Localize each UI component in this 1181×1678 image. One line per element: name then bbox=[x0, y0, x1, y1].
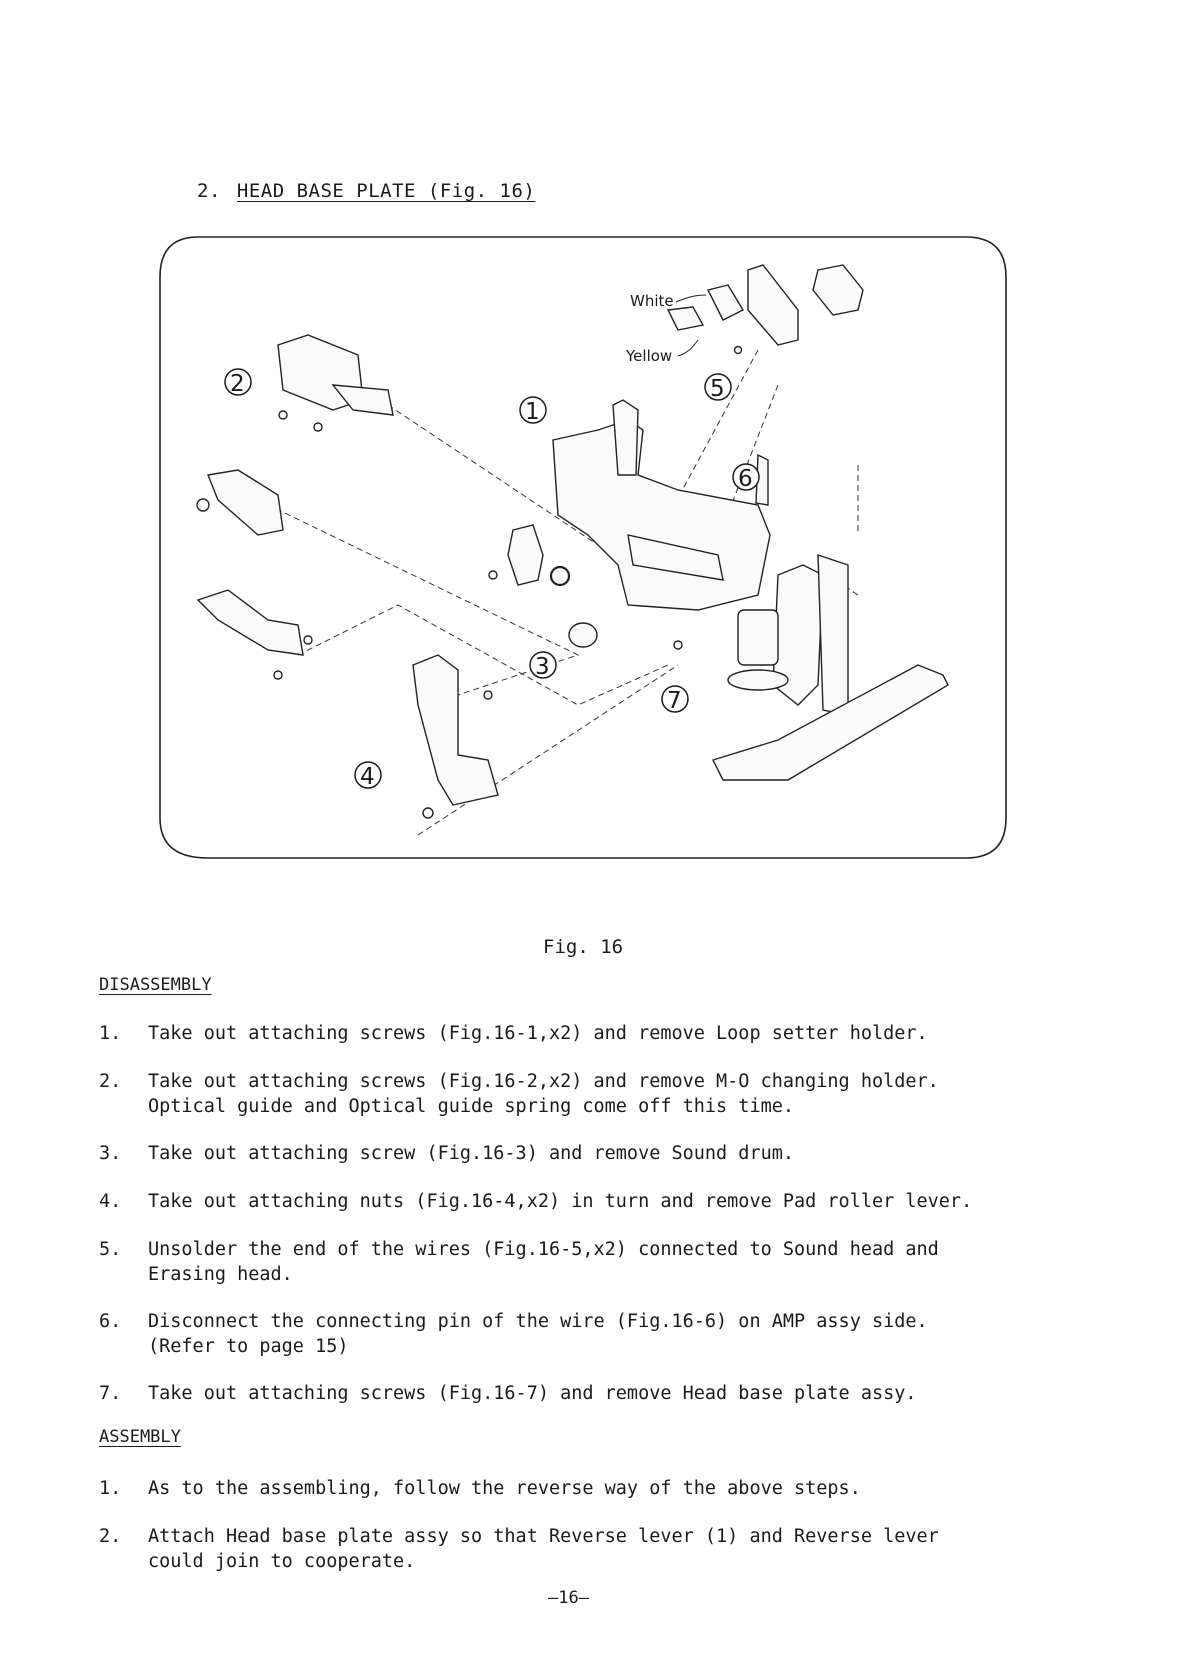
step-text: Attach Head base plate assy so that Reverse lever (1) and Reverse lever could join to cooperate. bbox=[148, 1526, 939, 1572]
section-heading: HEAD BASE PLATE (Fig. 16) bbox=[236, 180, 536, 202]
step-number: 4. bbox=[99, 1191, 122, 1212]
step-number: 5. bbox=[99, 1239, 122, 1260]
step-number: 1. bbox=[99, 1023, 122, 1044]
step-text: Unsolder the end of the wires (Fig.16-5,x2) connected to Sound head and Erasing head. bbox=[148, 1239, 939, 1285]
callout-7: 7 bbox=[667, 688, 682, 714]
callout-5: 5 bbox=[710, 376, 725, 402]
step-text: Disconnect the connecting pin of the wire (Fig.16-6) on AMP assy side. (Refer to page 15) bbox=[148, 1311, 928, 1357]
section-number: 2. bbox=[197, 180, 221, 202]
disassembly-step-1 bbox=[99, 1021, 1099, 1046]
callout-1: 1 bbox=[525, 399, 540, 425]
step-text: Take out attaching screws (Fig.16-1,x2) and remove Loop setter holder. bbox=[148, 1023, 928, 1044]
exploded-diagram bbox=[158, 235, 1008, 920]
disassembly-step-4 bbox=[99, 1189, 1099, 1214]
callout-2: 2 bbox=[230, 371, 245, 397]
wire-label-white: White bbox=[630, 292, 674, 310]
step-number: 3. bbox=[99, 1143, 122, 1164]
step-number: 1. bbox=[99, 1478, 122, 1499]
disassembly-step-5 bbox=[99, 1237, 1099, 1287]
section-title bbox=[197, 180, 535, 202]
step-number: 2. bbox=[99, 1071, 122, 1092]
assembly-step-2 bbox=[99, 1524, 1099, 1574]
step-text: Take out attaching screw (Fig.16-3) and remove Sound drum. bbox=[148, 1143, 795, 1164]
disassembly-step-3 bbox=[99, 1141, 1099, 1166]
step-text: Take out attaching screws (Fig.16-7) and remove Head base plate assy. bbox=[148, 1383, 917, 1404]
callout-6: 6 bbox=[738, 466, 753, 492]
assembly-step-1 bbox=[99, 1476, 1099, 1501]
page-number: —16— bbox=[548, 1588, 589, 1608]
step-text: Take out attaching nuts (Fig.16-4,x2) in turn and remove Pad roller lever. bbox=[148, 1191, 973, 1212]
disassembly-heading: DISASSEMBLY bbox=[99, 975, 212, 995]
step-number: 7. bbox=[99, 1383, 122, 1404]
disassembly-step-7 bbox=[99, 1381, 1099, 1406]
step-text: As to the assembling, follow the reverse way of the above steps. bbox=[148, 1478, 861, 1499]
step-number: 2. bbox=[99, 1526, 122, 1547]
disassembly-step-2 bbox=[99, 1069, 1099, 1119]
callout-4: 4 bbox=[360, 764, 375, 790]
figure-caption: Fig. 16 bbox=[543, 936, 624, 958]
assembly-heading: ASSEMBLY bbox=[99, 1427, 181, 1447]
callout-3: 3 bbox=[535, 654, 550, 680]
step-number: 6. bbox=[99, 1311, 122, 1332]
step-text: Take out attaching screws (Fig.16-2,x2) and remove M-O changing holder. Optical guide and Optical guide spring come off this time. bbox=[148, 1071, 939, 1117]
wire-label-yellow: Yellow bbox=[626, 347, 673, 365]
disassembly-step-6 bbox=[99, 1309, 1099, 1359]
